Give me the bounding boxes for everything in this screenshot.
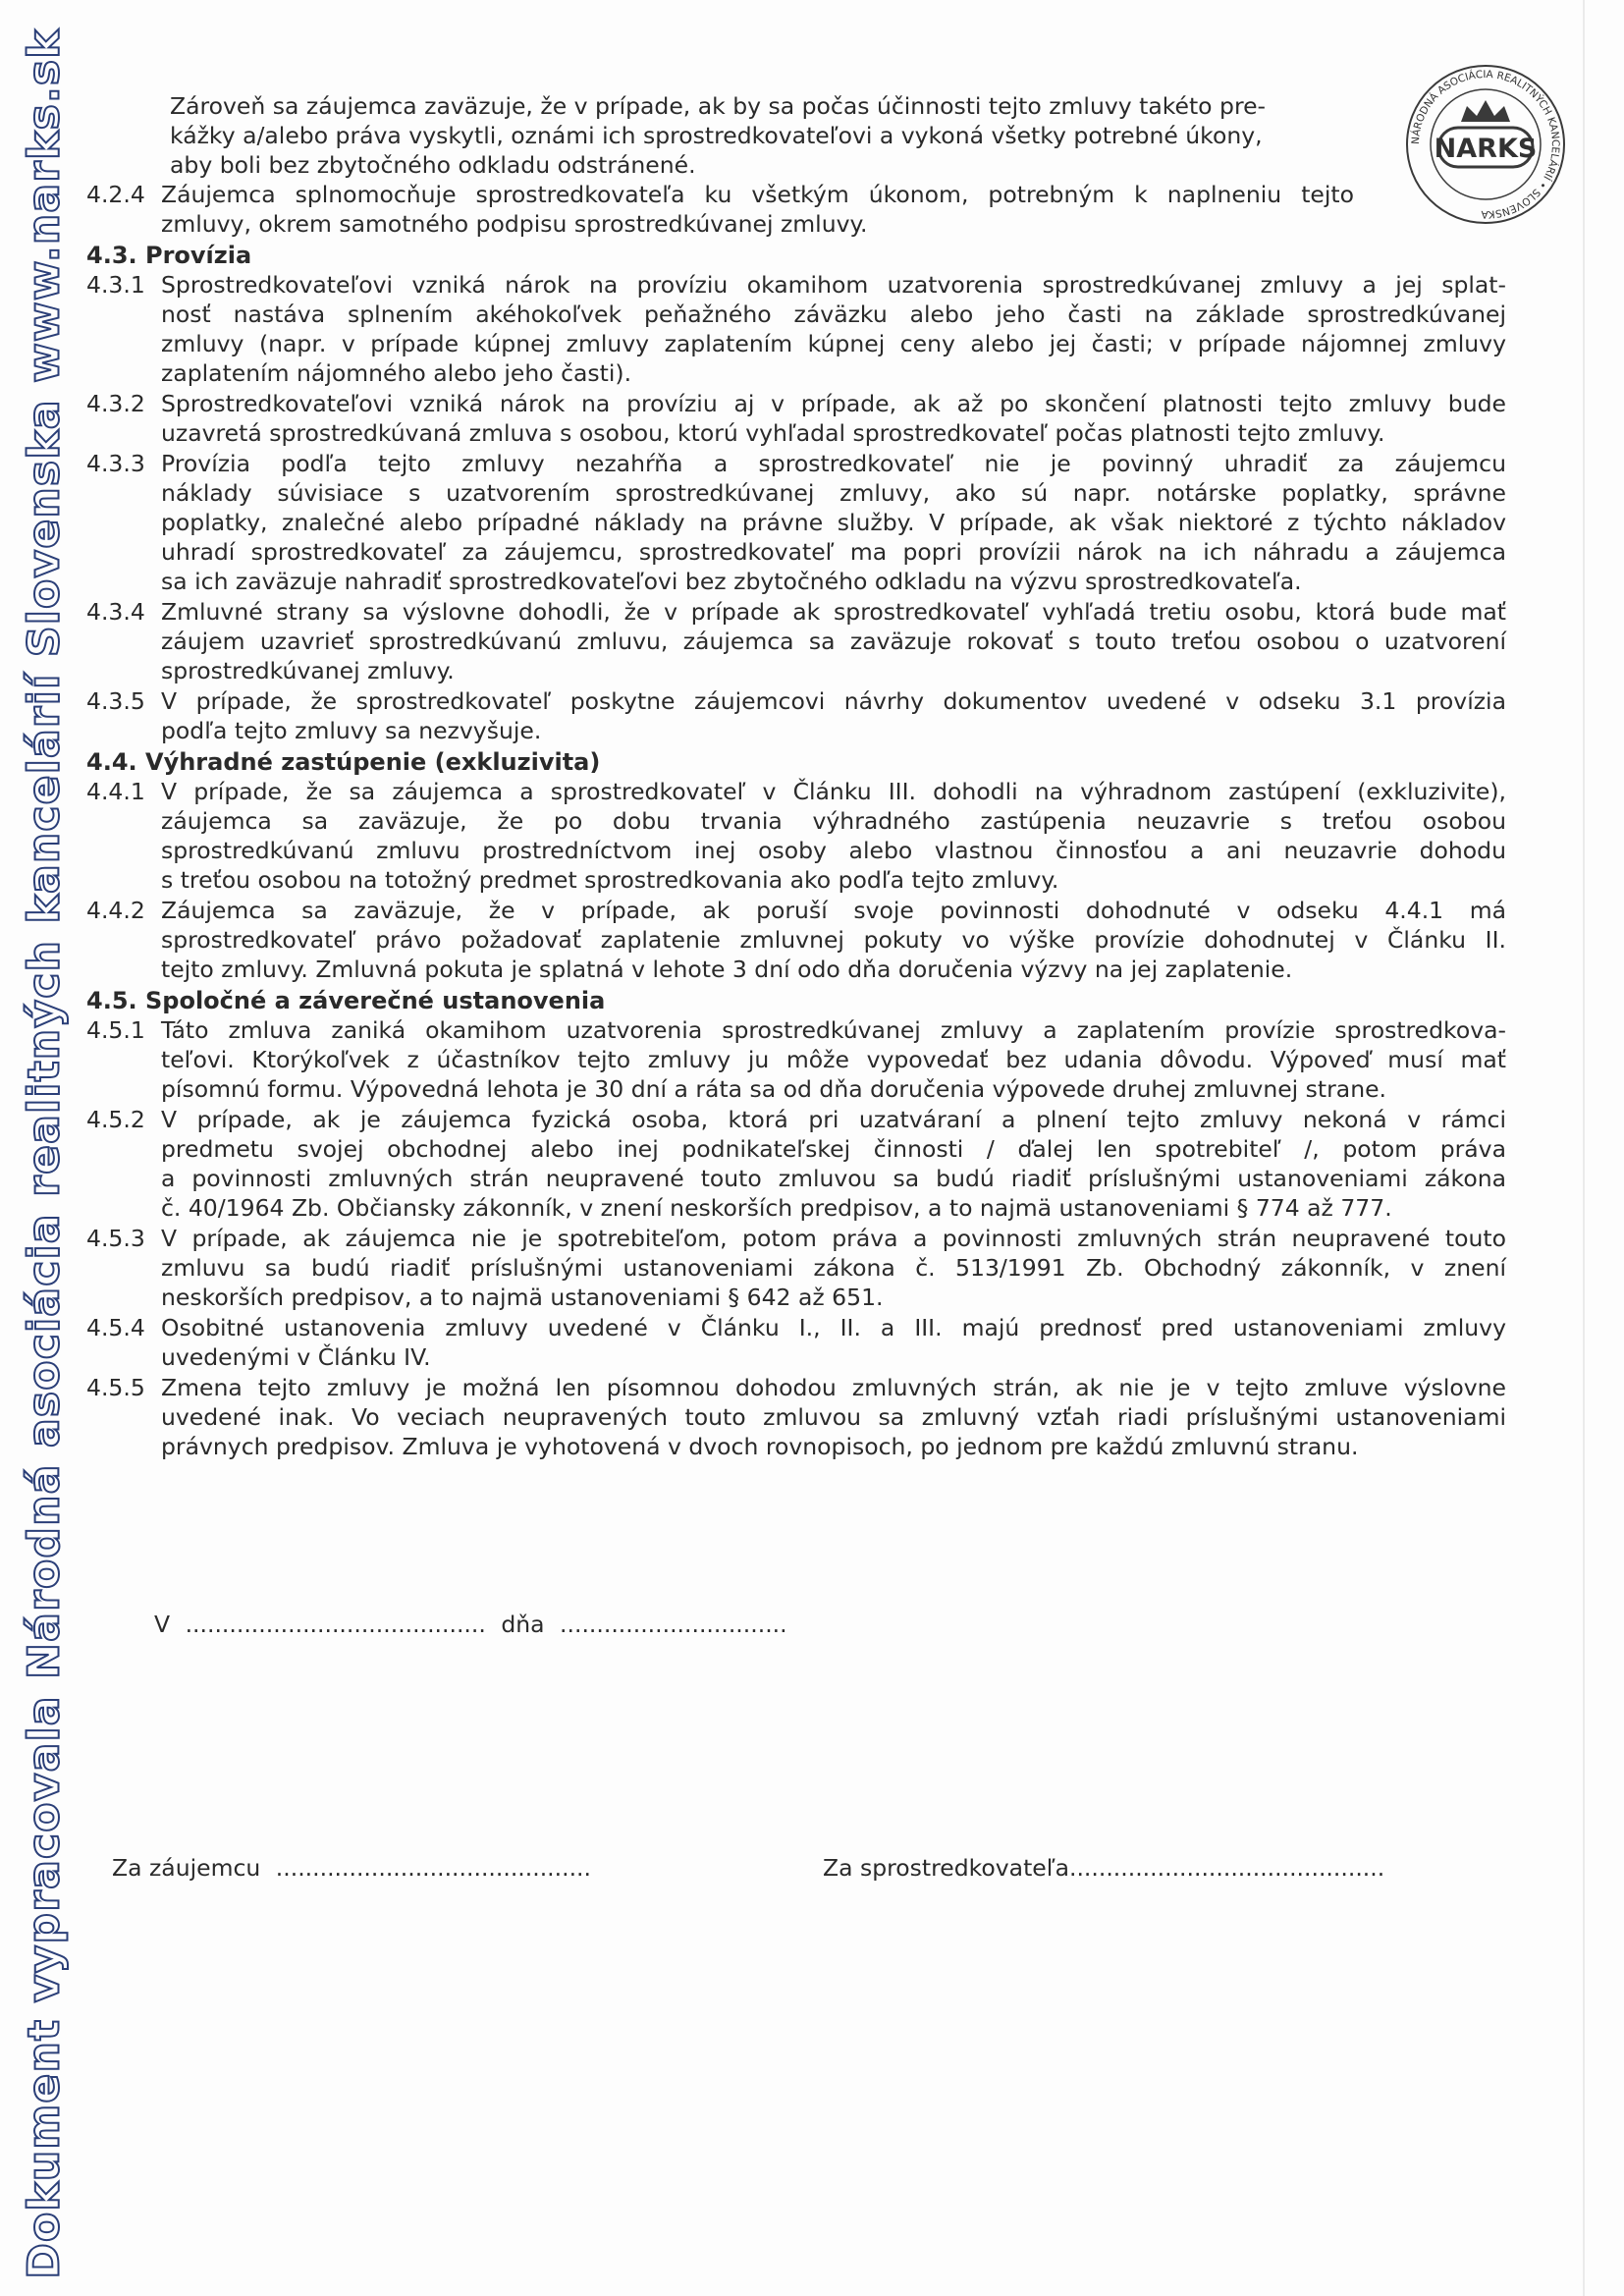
clause-line: zaplatením nájomného alebo jeho časti). (161, 359, 632, 387)
clause-line: uhradí sprostredkovateľ za záujemcu, sprostredkovateľ ma popri provízii nárok na ich náhradu a záujemca (161, 538, 1506, 566)
sidebar-watermark (0, 28, 88, 2279)
clause-line: Sprostredkovateľovi vzniká nárok na províziu okamihom uzatvorenia sprostredkúvanej zmluvy a jej splat- (161, 271, 1506, 299)
intro-line: kážky a/alebo práva vyskytli, oznámi ich sprostredkovateľovi a vykoná všetky potrebné úkony, (170, 122, 1263, 149)
narks-stamp-logo (1402, 61, 1569, 228)
clause-number: 4.5.3 (86, 1225, 145, 1252)
clause-line: s treťou osobou na totožný predmet sprostredkovania ako podľa tejto zmluvy. (161, 866, 1059, 894)
section-heading: 4.3. Provízia (86, 242, 252, 269)
clause-line: sprostredkúvanú zmluvu prostredníctvom inej osoby alebo vlastnou činnosťou a ani neuzavrie dohodu (161, 837, 1506, 864)
clause-number: 4.3.3 (86, 450, 145, 477)
clause-number: 4.5.1 (86, 1016, 145, 1044)
stamp-center-text: NARKS (1434, 134, 1538, 164)
stamp-ring-text: NÁRODNÁ ASOCIÁCIA REALITNÝCH KANCELÁRIÍ • SLOVENSKA (1409, 68, 1562, 221)
clause-line: Záujemca sa zaväzuje, že v prípade, ak poruší svoje povinnosti dohodnuté v odseku 4.4.1 má (161, 897, 1506, 924)
place-date-line (154, 1611, 787, 1638)
clause-number: 4.5.4 (86, 1314, 145, 1341)
clause-line: písomnú formu. Výpovedná lehota je 30 dní a ráta sa od dňa doručenia výpovede druhej zmluvnej strane. (161, 1075, 1387, 1103)
clause-number: 4.3.1 (86, 271, 145, 299)
clause-line: záujemca sa zaväzuje, že po dobu trvania výhradného zastúpenia neuzavrie s treťou osobou (161, 807, 1506, 835)
clause-line: uvedenými v Článku IV. (161, 1343, 431, 1371)
clause-line: predmetu svojej obchodnej alebo inej podnikateľskej činnosti / ďalej len spotrebiteľ /, potom práva (161, 1135, 1506, 1163)
clause-line: záujem uzavrieť sprostredkúvanú zmluvu, záujemca sa zaväzuje rokovať s touto treťou osobou o uzatvorení (161, 628, 1506, 655)
clause-line: V prípade, že sprostredkovateľ poskytne záujemcovi návrhy dokumentov uvedené v odseku 3.1 provízia (161, 687, 1506, 715)
signature-agent-blank: ........................................... (1068, 1854, 1385, 1882)
clause-line: sprostredkovateľ právo požadovať zaplatenie zmluvnej pokuty vo výške provízie dohodnutej v Článku II. (161, 926, 1506, 954)
clause-number: 4.4.2 (86, 897, 145, 924)
clause-line: uvedené inak. Vo veciach neupravených touto zmluvou sa zmluvný vzťah riadi príslušnými ustanoveniami (161, 1403, 1506, 1431)
clause-line: zmluvu sa budú riadiť príslušnými ustanoveniami zákona č. 513/1991 Zb. Obchodný zákonník, v znení (161, 1254, 1506, 1282)
sidebar-text: Dokument vypracovala Národná asociácia realitných kancelárií Slovenska www.narks.sk (19, 28, 70, 2279)
clause-number: 4.3.2 (86, 390, 145, 417)
signature-client-label: Za záujemcu (112, 1854, 261, 1882)
signature-agent-label: Za sprostredkovateľa (823, 1854, 1069, 1882)
clause-line: V prípade, že sa záujemca a sprostredkovateľ v Článku III. dohodli na výhradnom zastúpení (exkluzivite), (161, 778, 1506, 805)
clause-number: 4.5.5 (86, 1374, 145, 1401)
clause-number: 4.3.5 (86, 687, 145, 715)
clause-line: tejto zmluvy. Zmluvná pokuta je splatná v lehote 3 dní odo dňa doručenia výzvy na jej zaplatenie. (161, 956, 1293, 983)
place-blank: ......................................... (185, 1611, 486, 1638)
clause-line: zmluvy (napr. v prípade kúpnej zmluvy zaplatením kúpnej ceny alebo jej časti; v prípade nájomnej zmluvy (161, 330, 1506, 357)
clause-number: 4.4.1 (86, 778, 145, 805)
clause-line: Zmluvné strany sa výslovne dohodli, že v prípade ak sprostredkovateľ vyhľadá tretiu osobu, ktorá bude mať (161, 598, 1506, 626)
clause-line: Provízia podľa tejto zmluvy nezahŕňa a sprostredkovateľ nie je povinný uhradiť za záujemcu (161, 450, 1506, 477)
clause-line: sa ich zaväzuje nahradiť sprostredkovateľovi bez zbytočného odkladu na výzvu sprostredkovateľa. (161, 568, 1302, 595)
clause-line: uzavretá sprostredkúvaná zmluva s osobou, ktorú vyhľadal sprostredkovateľ počas platnosti tejto zmluvy. (161, 419, 1385, 447)
clause-line: náklady súvisiace s uzatvorením sprostredkúvanej zmluvy, ako sú napr. notárske poplatky, správne (161, 479, 1506, 507)
clause-line: Zmena tejto zmluvy je možná len písomnou dohodou zmluvných strán, ak nie je v tejto zmluve výslovne (161, 1374, 1506, 1401)
clause-line: Osobitné ustanovenia zmluvy uvedené v Článku I., II. a III. majú prednosť pred ustanoveniami zmluvy (161, 1314, 1506, 1341)
clause-line: č. 40/1964 Zb. Občiansky zákonník, v znení neskorších predpisov, a to najmä ustanoveniami § 774 až 777. (161, 1194, 1392, 1222)
clause-line: Táto zmluva zaniká okamihom uzatvorenia sprostredkúvanej zmluvy a zaplatením provízie sprostredkova- (161, 1016, 1506, 1044)
clause-number: 4.2.4 (86, 181, 145, 208)
clause-line: sprostredkúvanej zmluvy. (161, 657, 455, 684)
clause-line: nosť nastáva splnením akéhokoľvek peňažného záväzku alebo jeho časti na základe sprostredkúvanej (161, 301, 1506, 328)
clause-line: právnych predpisov. Zmluva je vyhotovená v dvoch rovnopisoch, po jednom pre každú zmluvnú stranu. (161, 1433, 1359, 1460)
place-label: V (154, 1611, 171, 1638)
intro-line: Zároveň sa záujemca zaväzuje, že v prípade, ak by sa počas účinnosti tejto zmluvy takéto pre- (170, 92, 1267, 120)
signature-client (112, 1854, 591, 1882)
section-heading: 4.4. Výhradné zastúpenie (exkluzivita) (86, 748, 601, 776)
clause-line: neskorších predpisov, a to najmä ustanoveniami § 642 až 651. (161, 1284, 884, 1311)
clause-line: a povinnosti zmluvných strán neupravené touto zmluvou sa budú riadiť príslušnými ustanoveniami zákona (161, 1165, 1506, 1192)
signature-client-blank: ........................................... (275, 1854, 591, 1882)
clause-line: Záujemca splnomocňuje sprostredkovateľa ku všetkým úkonom, potrebným k naplneniu tejto (161, 181, 1354, 208)
date-blank: ............................... (560, 1611, 787, 1638)
clause-line: podľa tejto zmluvy sa nezvyšuje. (161, 717, 542, 744)
section-heading: 4.5. Spoločné a záverečné ustanovenia (86, 987, 606, 1014)
clause-number: 4.5.2 (86, 1106, 145, 1133)
signature-agent (823, 1854, 1384, 1882)
clause-line: zmluvy, okrem samotného podpisu sprostredkúvanej zmluvy. (161, 210, 868, 238)
clause-line: Sprostredkovateľovi vzniká nárok na províziu aj v prípade, ak až po skončení platnosti tejto zmluvy bude (161, 390, 1506, 417)
clause-line: teľovi. Ktorýkoľvek z účastníkov tejto zmluvy ju môže vypovedať bez udania dôvodu. Výpoveď musí mať (161, 1046, 1506, 1073)
intro-line: aby boli bez zbytočného odkladu odstránené. (170, 151, 696, 179)
date-label: dňa (501, 1611, 545, 1638)
clause-line: V prípade, ak záujemca nie je spotrebiteľom, potom práva a povinnosti zmluvných strán neupravené touto (161, 1225, 1506, 1252)
clause-line: poplatky, znalečné alebo prípadné náklady na právne služby. V prípade, ak však niektoré z týchto nákladov (161, 509, 1506, 536)
clause-line: V prípade, ak je záujemca fyzická osoba, ktorá pri uzatváraní a plnení tejto zmluvy nekoná v rámci (161, 1106, 1506, 1133)
clause-number: 4.3.4 (86, 598, 145, 626)
crown-icon (1461, 100, 1510, 122)
page-edge (1583, 0, 1585, 2296)
